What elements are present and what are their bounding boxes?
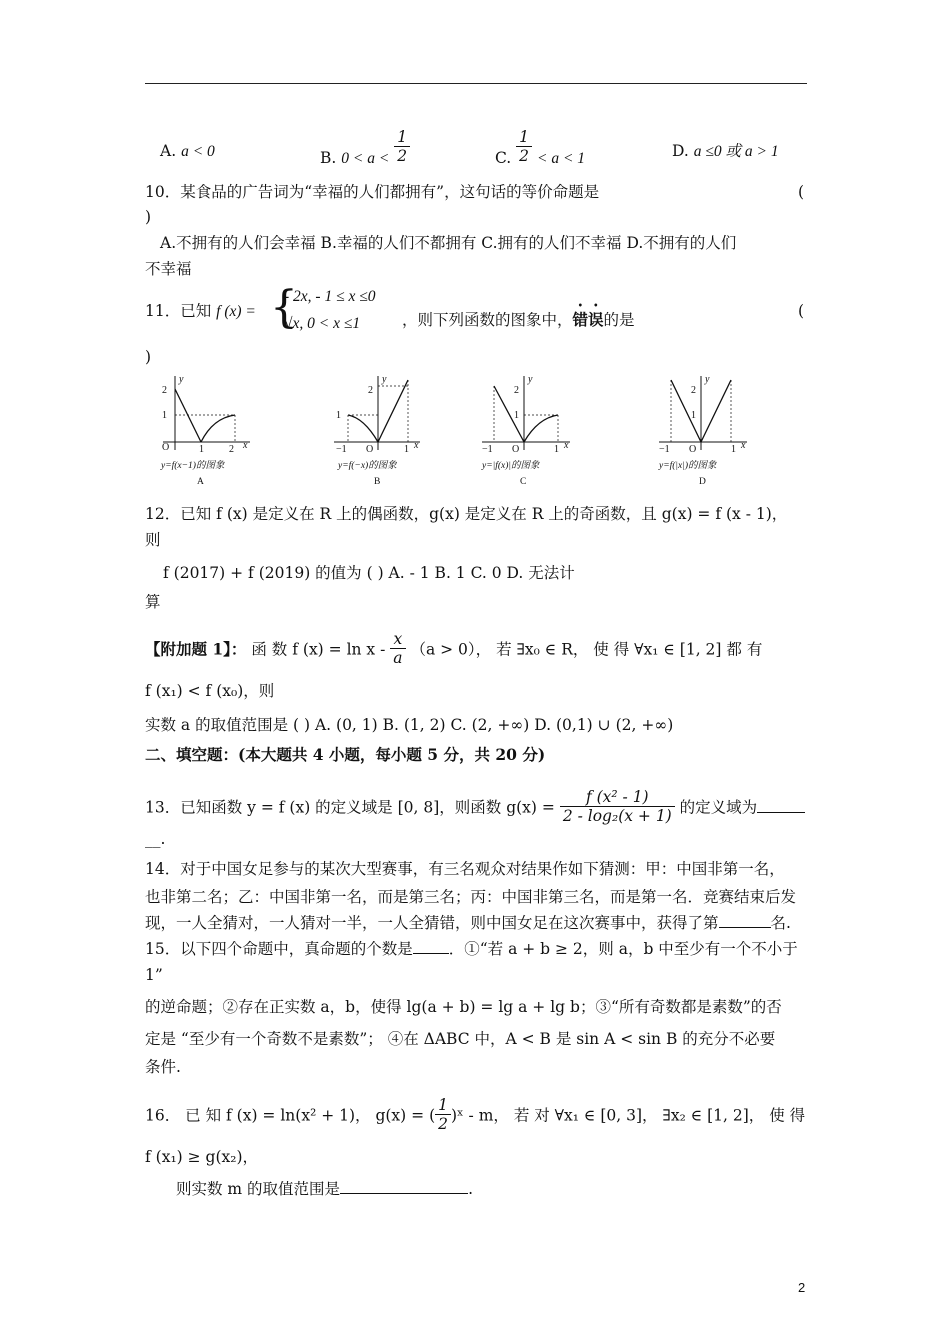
q10-paren-close: ) [145, 208, 152, 226]
figure-d-caption: y=f(|x|)的图象 [659, 461, 717, 471]
svg-text:O: O [366, 444, 374, 455]
svg-text:x: x [741, 440, 746, 451]
q12-line3: f (2017) + f (2019) 的值为 ( ) A. - 1 B. 1 C. 0 D. 无法计 [163, 564, 575, 582]
svg-text:1: 1 [554, 444, 559, 455]
figure-b-caption: y=f(−x)的图象 [338, 461, 397, 471]
svg-text:−1: −1 [336, 444, 347, 455]
figure-b-letter: B [374, 477, 381, 487]
svg-text:1: 1 [162, 410, 167, 421]
q11-prefix: 11．已知 f (x) = [145, 302, 256, 320]
q9-option-d: D. a ≤0 或 a > 1 [672, 142, 779, 160]
q16-line1: 16． 已 知 f (x) = ln(x² + 1)， g(x) = ( $\frac{1}{2}$ )ˣ - m， 若 对 ∀x₁ ∈ [0, 3]， ∃x₂ ∈ [1, 2]， 使 得 [145, 1096, 806, 1133]
q16-line3: 则实数 m 的取值范围是 . [176, 1180, 473, 1198]
extra-line2: f (x₁) < f (x₀)，则 [145, 682, 275, 700]
q16-line2: f (x₁) ≥ g(x₂)， [145, 1148, 259, 1166]
svg-text:1: 1 [731, 444, 736, 455]
q11-paren-close: ) [145, 348, 152, 366]
q11-brace: { [270, 282, 298, 333]
q11-case2: √x, 0 < x ≤1 [284, 315, 361, 332]
extra-line3: 实数 a 的取值范围是 ( ) A. (0, 1) B. (1, 2) C. (2, +∞) D. (0,1) ∪ (2, +∞) [145, 716, 674, 734]
q10-stem: 10．某食品的广告词为“幸福的人们都拥有”，这句话的等价命题是 [145, 183, 600, 201]
q12-line4: 算 [145, 593, 161, 611]
svg-text:1: 1 [514, 410, 519, 421]
q10-options: A.不拥有的人们会幸福 B.幸福的人们不都拥有 C.拥有的人们不幸福 D.不拥有的人们 [160, 234, 737, 252]
q15-line4: 定是 “至少有一个奇数不是素数”； ④在 ΔABC 中，A < B 是 sin A < sin B 的充分不必要 [145, 1030, 776, 1048]
svg-text:−1: −1 [659, 444, 670, 455]
svg-text:y: y [528, 374, 533, 385]
figure-b [330, 372, 430, 490]
q11-paren-open: ( [798, 302, 805, 320]
figure-d-letter: D [699, 477, 706, 487]
svg-text:y: y [382, 374, 387, 385]
svg-text:O: O [512, 444, 520, 455]
page-number: 2 [798, 1280, 806, 1295]
q11-suffix: ，则下列函数的图象中，错误的是 [402, 310, 635, 329]
svg-text:x: x [414, 440, 419, 451]
svg-text:O: O [162, 442, 170, 453]
q12-line1: 12．已知 f (x) 是定义在 R 上的偶函数，g(x) 是定义在 R 上的奇函数，且 g(x) = f (x - 1)， [145, 505, 788, 523]
svg-text:−1: −1 [482, 444, 493, 455]
q15-line5: 条件. [145, 1058, 181, 1076]
svg-text:2: 2 [229, 444, 234, 455]
figure-d [655, 372, 755, 490]
figure-a-letter: A [197, 477, 204, 487]
svg-text:1: 1 [404, 444, 409, 455]
figure-c-letter: C [520, 477, 527, 487]
q13: 13．已知函数 y = f (x) 的定义域是 [0, 8]，则函数 g(x) = $\frac{\text{f (x² - 1)}}{\text{2 - log₂(x + 1)}}$ 的定义域为 [145, 790, 805, 827]
svg-text:y: y [179, 374, 184, 385]
svg-text:x: x [243, 440, 248, 451]
q10-options-cont: 不幸福 [145, 260, 192, 278]
q9-option-a: A. a < 0 [160, 142, 215, 160]
figure-c [478, 372, 578, 490]
svg-text:2: 2 [162, 385, 167, 396]
q12-line2: 则 [145, 531, 161, 549]
q10-paren-open: ( [798, 183, 805, 201]
q11-case1: - 2x, - 1 ≤ x ≤0 [284, 288, 376, 305]
q14-line3: 现，一人全猜对，一人猜对一半，一人全猜错，则中国女足在这次赛事中，获得了第 名. [145, 914, 791, 932]
q14-line1: 14．对于中国女足参与的某次大型赛事，有三名观众对结果作如下猜测：甲：中国非第一名， [145, 860, 785, 878]
svg-text:2: 2 [368, 385, 373, 396]
q15-line3: 的逆命题；②存在正实数 a，b，使得 lg(a + b) = lg a + lg b；③“所有奇数都是素数”的否 [145, 998, 782, 1016]
q9-option-b: B. 0 < a < $\frac{1}{2}$ [320, 128, 410, 165]
svg-text:O: O [689, 444, 697, 455]
q9-option-c: C. $\frac{1}{2}$ < a < 1 [495, 128, 586, 167]
svg-text:1: 1 [199, 444, 204, 455]
figure-c-caption: y=|f(x)|的图象 [482, 461, 540, 471]
q15-line1: 15．以下四个命题中，真命题的个数是 ．①“若 a + b ≥ 2，则 a，b 中至少有一个不小于 [145, 940, 798, 958]
svg-text:1: 1 [336, 410, 341, 421]
figure-a-caption: y=f(x−1)的图象 [161, 461, 225, 471]
figure-a [155, 372, 255, 490]
svg-text:2: 2 [691, 385, 696, 396]
svg-text:y: y [705, 374, 710, 385]
svg-text:x: x [564, 440, 569, 451]
q13-line2: __. [145, 830, 166, 848]
section-fill-in-title: 二、填空题：(本大题共 4 小题，每小题 5 分，共 20 分) [145, 745, 546, 764]
q15-line2: 1” [145, 966, 163, 984]
svg-text:2: 2 [514, 385, 519, 396]
extra-problem: 【附加题 1】： 函 数 f (x) = ln x - $\frac{x}{a}$ （a > 0）， 若 ∃x₀ ∈ R， 使 得 ∀x₁ ∈ [1, 2] 都 有 [145, 630, 763, 667]
q14-line2: 也非第二名；乙：中国非第一名，而是第三名；丙：中国非第三名，而是第一名．竞赛结束后发 [145, 888, 797, 906]
svg-text:1: 1 [691, 410, 696, 421]
header-rule [145, 83, 807, 84]
